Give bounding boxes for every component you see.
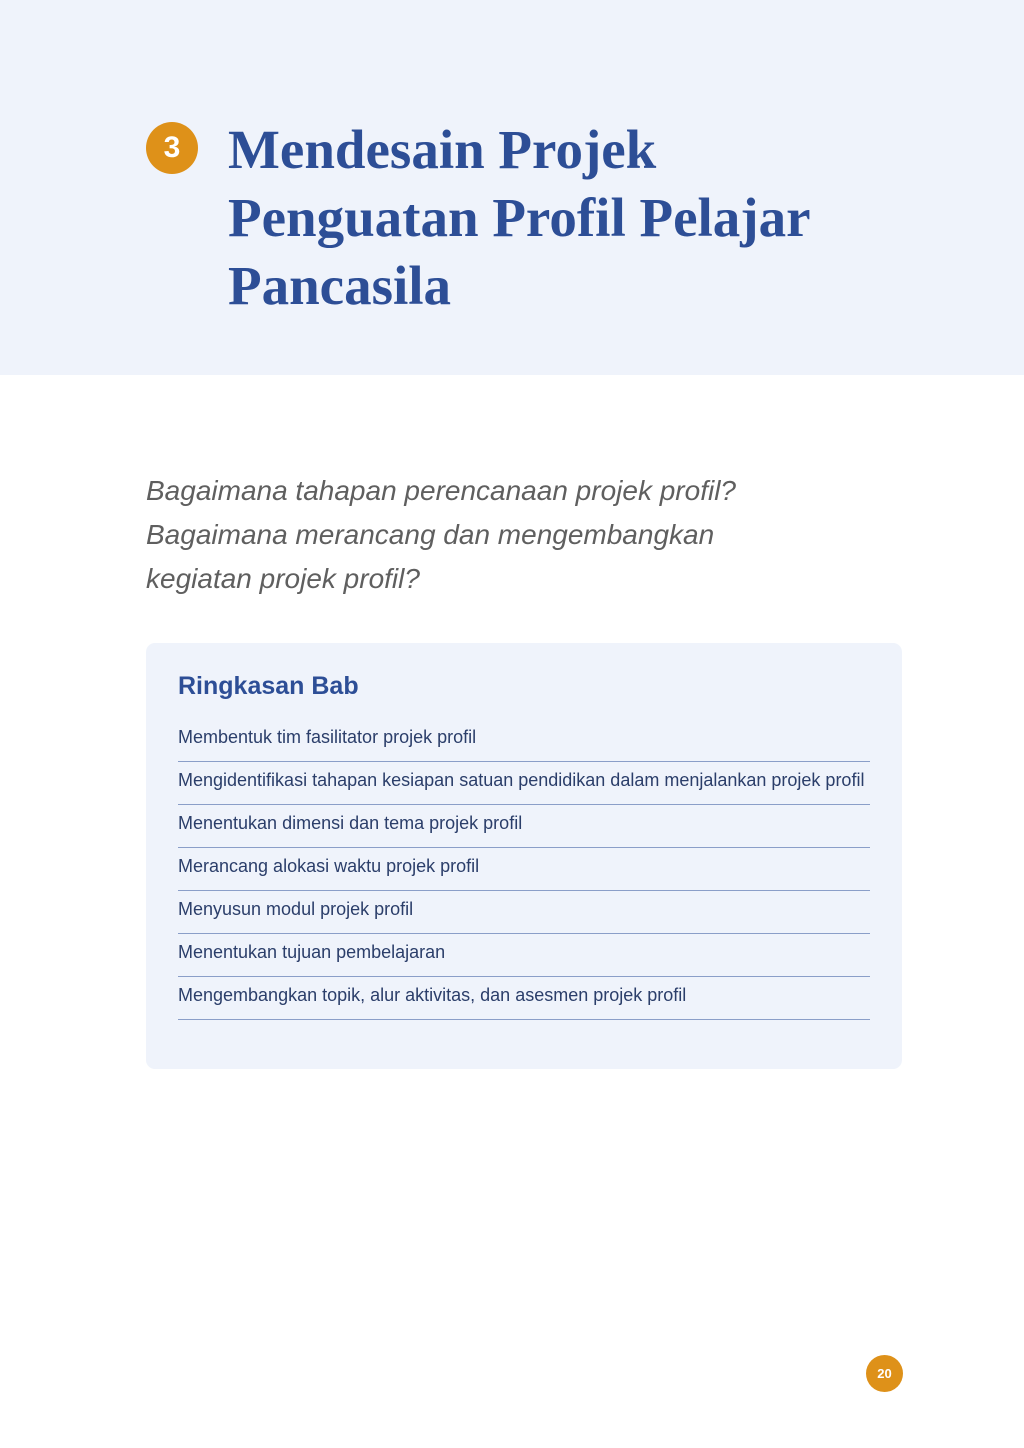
chapter-header-band (0, 0, 1024, 375)
chapter-title-line: Mendesain Projek (228, 119, 657, 180)
question-line: Bagaimana merancang dan mengembangkan (146, 519, 715, 550)
summary-title: Ringkasan Bab (178, 672, 359, 700)
summary-item: Merancang alokasi waktu projek profil (178, 848, 870, 891)
summary-item: Mengidentifikasi tahapan kesiapan satuan pendidikan dalam menjalankan projek profil (178, 762, 870, 805)
question-line: Bagaimana tahapan perencanaan projek profil? (146, 475, 736, 506)
chapter-title (228, 116, 948, 320)
summary-item: Menentukan dimensi dan tema projek profil (178, 805, 870, 848)
summary-item: Mengembangkan topik, alur aktivitas, dan asesmen projek profil (178, 977, 870, 1020)
chapter-number-badge: 3 (146, 122, 198, 174)
chapter-title-line: Pancasila (228, 255, 452, 316)
chapter-title-line: Penguatan Profil Pelajar (228, 187, 811, 248)
chapter-summary-box (146, 643, 902, 1069)
guiding-questions (146, 469, 886, 601)
summary-item: Membentuk tim fasilitator projek profil (178, 719, 870, 762)
page-number-badge: 20 (866, 1355, 903, 1392)
summary-item: Menyusun modul projek profil (178, 891, 870, 934)
question-line: kegiatan projek profil? (146, 563, 420, 594)
summary-item: Menentukan tujuan pembelajaran (178, 934, 870, 977)
summary-list (178, 719, 870, 1020)
